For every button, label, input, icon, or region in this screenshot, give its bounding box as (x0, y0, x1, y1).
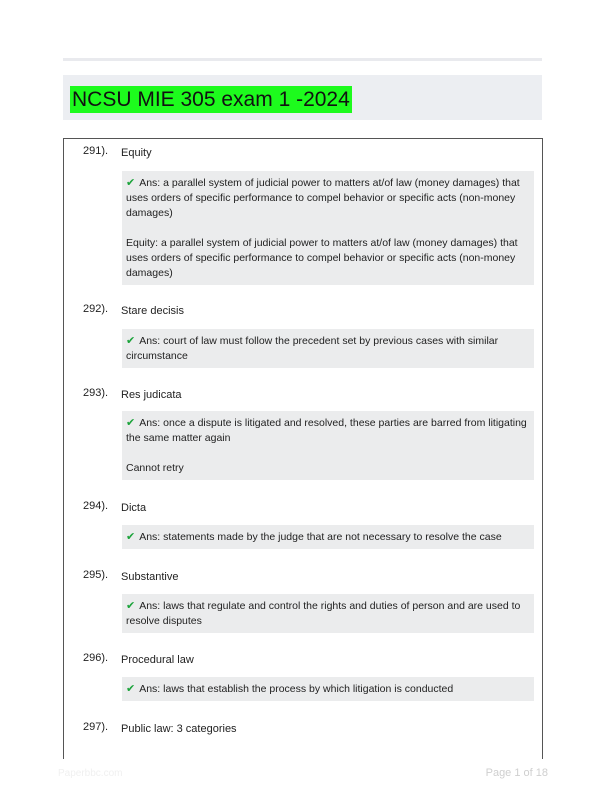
check-icon: ✔ (126, 683, 136, 695)
answer-box (122, 171, 534, 285)
answer-text: Ans: statements made by the judge that are not necessary to resolve the case (139, 531, 502, 543)
page-indicator: Page 1 of 18 (485, 767, 548, 779)
answer-text: Ans: court of law must follow the precedent set by previous cases with similar circumstance (126, 335, 499, 362)
question-term: Res judicata (121, 389, 182, 401)
question-number: 295). (83, 569, 109, 581)
answer-box (122, 677, 534, 701)
answer-box (122, 525, 534, 549)
question-number: 292). (83, 303, 109, 315)
qa-list (63, 138, 543, 759)
check-icon: ✔ (126, 417, 136, 429)
check-icon: ✔ (126, 600, 136, 612)
question-number: 293). (83, 387, 109, 399)
question-term: Public law: 3 categories (121, 723, 237, 735)
question-term: Substantive (121, 571, 179, 583)
answer-text: Ans: laws that establish the process by which litigation is conducted (139, 683, 454, 695)
document-title: NCSU MIE 305 exam 1 -2024 (72, 88, 350, 111)
question-number: 294). (83, 500, 109, 512)
answer-box (122, 329, 534, 368)
answer-extra-text: Cannot retry (126, 462, 184, 474)
answer-text: Ans: a parallel system of judicial power to matters at/of law (money damages) that uses orders of specific performance to compel behavior or specific acts (non-money damages) (126, 177, 520, 219)
answer-box (122, 594, 534, 633)
answer-text: Ans: once a dispute is litigated and resolved, these parties are barred from litigating the same matter again (126, 417, 527, 444)
question-number: 297). (83, 721, 109, 733)
check-icon: ✔ (126, 335, 136, 347)
answer-box (122, 411, 534, 480)
question-number: 296). (83, 652, 109, 664)
check-icon: ✔ (126, 177, 136, 189)
question-term: Dicta (121, 502, 147, 514)
question-number: 291). (83, 145, 109, 157)
answer-extra-text: Equity: a parallel system of judicial power to matters at/of law (money damages) that uses orders of specific performance to compel behavior or specific acts (non-money damages) (126, 237, 518, 279)
check-icon: ✔ (126, 531, 136, 543)
question-term: Procedural law (121, 654, 194, 666)
top-divider (63, 58, 542, 61)
footer-watermark: Paperbbc.com (58, 768, 123, 779)
question-term: Equity (121, 147, 152, 159)
answer-text: Ans: laws that regulate and control the rights and duties of person and are used to resolve disputes (126, 600, 521, 627)
question-term: Stare decisis (121, 305, 184, 317)
